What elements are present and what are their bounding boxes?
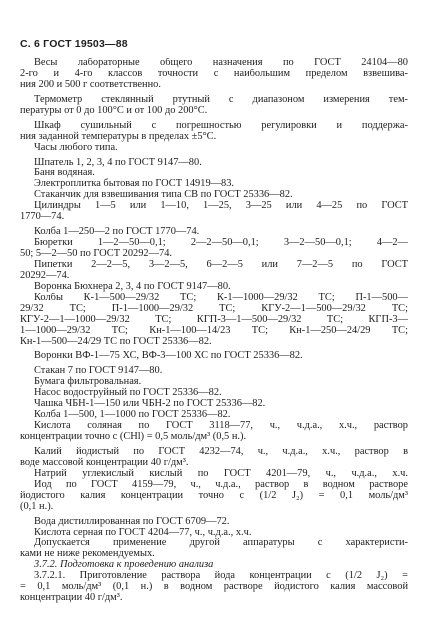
text-line: Натрий углекислый кислый по ГОСТ 4201—79, ч., ч.д.а., х.ч. bbox=[34, 468, 408, 479]
text-line: 50; 5—2—50 по ГОСТ 20292—74. bbox=[20, 248, 172, 259]
text-line: Чашка ЧБН-1—150 или ЧБН-2 по ГОСТ 25336—82. bbox=[34, 398, 266, 410]
text-line: Шкаф сушильный с погрешностью регулировки и поддержа- bbox=[34, 120, 408, 131]
text-line: 1—1000—29/32 ТС; Кн-1—100—14/23 ТС; Кн-1—250—24/29 ТС; bbox=[20, 325, 408, 336]
text-line: Весы лабораторные общего назначения по ГОСТ 24104—80 bbox=[34, 58, 408, 68]
text-line: Воронка Бюхнера 2, 3, 4 по ГОСТ 9147—80. bbox=[34, 280, 231, 292]
text-line: (0,1 н.). bbox=[20, 500, 54, 512]
text-line: Бюретки 1—2—50—0,1; 2—2—50—0,1; 3—2—50—0,1; 4—2— bbox=[34, 238, 408, 249]
text-line: концентрации точно с (СНl) = 0,5 моль/дм³ (0,5 н.). bbox=[20, 431, 247, 442]
text-line: ками не ниже рекомендуемых. bbox=[20, 548, 155, 560]
text-line: Цилиндры 1—5 или 1—10, 1—25, 3—25 или 4—25 по ГОСТ bbox=[34, 201, 408, 212]
text-line: Кн-1—500—24/29 ТС по ГОСТ 25336—82. bbox=[20, 335, 212, 347]
text-line: Бумага фильтровальная. bbox=[34, 376, 142, 388]
text-line: Электроплитка бытовая по ГОСТ 14919—83. bbox=[34, 178, 235, 190]
text-line: йодистого калия концентрации точно с (1/2 J₂) = 0,1 моль/дм³ bbox=[20, 490, 408, 501]
text-line: концентрации 40 г/дм³. bbox=[20, 592, 123, 604]
text-line: пературы от 0 до 100°С и от 100 до 200°С. bbox=[20, 104, 208, 116]
text-line: 2-го и 4-го классов точности с наибольшим пределом взвешива- bbox=[20, 68, 408, 79]
text-line: 20292—74. bbox=[20, 269, 70, 281]
text-line: 1770—74. bbox=[20, 211, 65, 223]
text-line: Вода дистиллированная по ГОСТ 6709—72. bbox=[34, 515, 230, 527]
text-line: Стакан 7 по ГОСТ 9147—80. bbox=[34, 365, 163, 377]
text-line: Часы любого типа. bbox=[34, 141, 118, 153]
text-line: Баня водяная. bbox=[34, 167, 95, 179]
page-header: С. 6 ГОСТ 19503—88 bbox=[20, 38, 128, 50]
text-line: Калий йодистый по ГОСТ 4232—74, ч., ч.д.а., х.ч., раствор в bbox=[34, 446, 408, 457]
text-line: Насос водоструйный по ГОСТ 25336—82. bbox=[34, 387, 222, 399]
text-line: Пипетки 2—2—5, 3—2—5, 6—2—5 или 7—2—5 по ГОСТ bbox=[34, 259, 408, 270]
text-line: Йод по ГОСТ 4159—79, ч., ч.д.а., раствор в водном растворе bbox=[34, 479, 408, 490]
text-line: ния 200 и 500 г соответственно. bbox=[20, 78, 161, 90]
text-line: Кислота серная по ГОСТ 4204—77, ч., ч.д.а., х.ч. bbox=[34, 526, 252, 538]
text-line: Колба 1—500, 1—1000 по ГОСТ 25336—82. bbox=[34, 409, 231, 421]
text-line: ния заданной температуры в пределах ±5°С. bbox=[20, 130, 217, 142]
section-heading: 3.7.2. Подготовка к проведению анализа bbox=[34, 559, 214, 571]
text-line: Допускается применение другой аппаратуры с характеристи- bbox=[34, 538, 408, 549]
text-line: КГУ-2—1—1000—29/32 ТС; КГП-3—1—500—29/32 ТС; КГП-3— bbox=[20, 314, 408, 325]
text-line: = 0,1 моль/дм³ (0,1 н.) в водном растворе йодистого калия массовой bbox=[20, 582, 408, 593]
text-line: Колба 1—250—2 по ГОСТ 1770—74. bbox=[34, 226, 200, 238]
text-line: Кислота соляная по ГОСТ 3118—77, ч., ч.д.а., х.ч., раствор bbox=[34, 421, 408, 432]
text-line: Колбы К-1—500—29/32 ТС; К-1—1000—29/32 ТС; П-1—500— bbox=[34, 292, 408, 303]
text-line: воде массовой концентрации 40 г/дм³. bbox=[20, 456, 189, 468]
text-line: Шпатель 1, 2, 3, 4 по ГОСТ 9147—80. bbox=[34, 156, 202, 168]
text-line: 3.7.2.1. Приготовление раствора йода концентрации с (1/2 J₂) = bbox=[34, 571, 408, 582]
text-line: Воронки ВФ-1—75 ХС, ВФ-3—100 ХС по ГОСТ 25336—82. bbox=[34, 350, 303, 362]
text-line: Термометр стеклянный ртутный с диапазоном измерения тем- bbox=[34, 94, 408, 105]
text-line: 29/32 ТС; П-1—1000—29/32 ТС; КГУ-2—1—500—29/32 ТС; bbox=[20, 303, 408, 314]
text-line: Стаканчик для взвешивания типа СВ по ГОСТ 25336—82. bbox=[34, 189, 293, 201]
document-body bbox=[20, 58, 408, 604]
